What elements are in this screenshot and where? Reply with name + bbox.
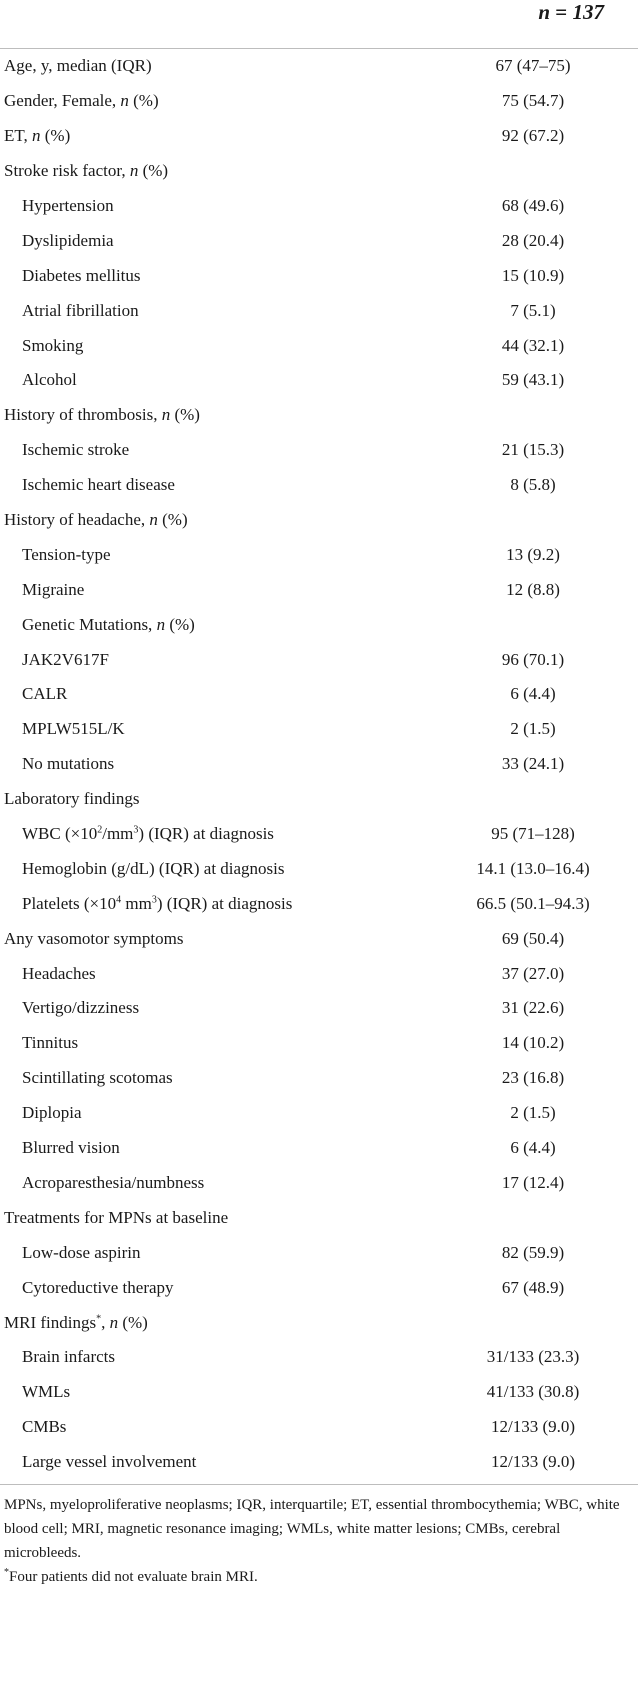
row-label: [0, 293, 364, 328]
label-part: Hypertension: [22, 196, 114, 215]
label-part: Any vasomotor symptoms: [4, 928, 184, 948]
row-label: [0, 398, 364, 433]
mri-footnote: [4, 1565, 634, 1589]
row-label: [0, 1410, 364, 1445]
label-part: n: [161, 405, 171, 425]
row-value: 2 (1.5): [510, 719, 556, 739]
row-value: 23 (16.8): [501, 1068, 565, 1088]
table-row: [0, 49, 638, 84]
label-part: ) (IQR) at diagnosis: [138, 824, 274, 844]
label-part: ,: [101, 1312, 110, 1332]
row-label: [0, 1061, 364, 1096]
label-part: n: [129, 161, 139, 181]
row-value: 31/133 (23.3): [486, 1347, 580, 1367]
label-part: Brain infarcts: [22, 1347, 115, 1367]
row-label: [0, 677, 364, 712]
label-part: n: [120, 91, 129, 111]
table-row: [0, 1410, 638, 1445]
table-row: [0, 363, 638, 398]
label-part: Platelets (×10: [22, 893, 117, 913]
label-part: No mutations: [22, 754, 115, 774]
row-value: 12/133 (9.0): [490, 1417, 576, 1437]
label-part: MRI findings: [4, 1312, 97, 1332]
row-label: [0, 258, 364, 293]
row-label: [0, 817, 364, 852]
characteristics-table: [0, 49, 638, 1480]
table-row: [0, 782, 638, 817]
label-part: n: [156, 614, 166, 634]
row-value: 82 (59.9): [501, 1242, 565, 1262]
label-part: (%): [118, 1312, 148, 1332]
label-part: Hemoglobin (g/dL) (IQR) at diagnosis: [22, 858, 285, 878]
label-part: Scintillating scotomas: [22, 1068, 173, 1088]
row-label: [0, 851, 364, 886]
row-label: [0, 468, 364, 503]
label-part: Diplopia: [22, 1103, 82, 1123]
label-part: Smoking: [22, 335, 84, 355]
table-row: [0, 537, 638, 572]
label-part: Gender, Female,: [4, 91, 121, 111]
table-row: [0, 1096, 638, 1131]
sample-size-label: [538, 0, 604, 25]
label-part: History of thrombosis,: [4, 405, 162, 425]
label-part: Blurred vision: [22, 1138, 120, 1158]
label-part: (%): [40, 126, 71, 146]
label-part: mm: [121, 893, 152, 913]
label-part: *: [96, 1312, 102, 1324]
row-label: [0, 154, 364, 189]
n-variable: n: [538, 0, 551, 24]
label-part: Migraine: [22, 579, 85, 599]
row-label: [0, 1340, 364, 1375]
table-row: [0, 712, 638, 747]
label-part: History of headache,: [4, 510, 150, 530]
row-label: [0, 189, 364, 224]
label-part: Headaches: [22, 963, 96, 983]
row-value: 67 (47–75): [495, 56, 571, 76]
row-label: [0, 782, 364, 817]
table-row: [0, 1200, 638, 1235]
row-value: 68 (49.6): [501, 196, 565, 215]
label-part: Atrial fibrillation: [22, 300, 139, 320]
row-value: 28 (20.4): [501, 230, 565, 250]
table-header: [0, 0, 638, 49]
row-value: 92 (67.2): [501, 126, 565, 146]
table-footnotes: [0, 1485, 638, 1589]
row-value: 75 (54.7): [501, 91, 565, 111]
row-value: 96 (70.1): [501, 649, 565, 669]
row-label: [0, 1166, 364, 1201]
table-row: [0, 328, 638, 363]
row-value: 8 (5.8): [510, 475, 556, 495]
table-row: [0, 817, 638, 852]
row-label: [0, 1375, 364, 1410]
row-label: [0, 921, 364, 956]
label-part: Low-dose aspirin: [22, 1242, 141, 1262]
row-value: 69 (50.4): [501, 928, 565, 948]
table-row: [0, 1375, 638, 1410]
row-label: [0, 503, 364, 538]
row-value: [364, 1305, 638, 1340]
label-part: MPLW515L/K: [22, 719, 125, 739]
label-part: Tension-type: [22, 544, 111, 564]
row-value: 59 (43.1): [501, 370, 565, 390]
label-part: Treatments for MPNs at baseline: [4, 1207, 229, 1227]
table-row: [0, 851, 638, 886]
label-part: JAK2V617F: [22, 649, 109, 669]
abbreviations-note: MPNs, myeloproliferative neoplasms; IQR, interquartile; ET, essential thrombocythemia; WBC, white blood cell; MRI, magnetic resonance imaging; WMLs, white matter lesions; CMBs, cerebral microbleeds.: [4, 1496, 620, 1561]
row-value: 12 (8.8): [506, 579, 560, 599]
table-row: [0, 607, 638, 642]
row-label: [0, 1445, 364, 1480]
table-row: [0, 1235, 638, 1270]
n-value: 137: [572, 0, 604, 24]
row-value: 6 (4.4): [510, 684, 556, 704]
table-row: [0, 258, 638, 293]
table-row: [0, 119, 638, 154]
label-part: Diabetes mellitus: [22, 265, 141, 285]
row-label: [0, 956, 364, 991]
table-row: [0, 991, 638, 1026]
label-part: (%): [157, 510, 188, 530]
row-label: [0, 607, 364, 642]
row-value: 6 (4.4): [510, 1138, 556, 1158]
row-label: [0, 642, 364, 677]
row-value: 12/133 (9.0): [490, 1452, 576, 1472]
row-label: [0, 1096, 364, 1131]
table-row: [0, 1026, 638, 1061]
row-value: 17 (12.4): [501, 1172, 565, 1192]
row-value: 2 (1.5): [510, 1103, 556, 1123]
label-part: 4: [116, 894, 122, 906]
row-value: [364, 1200, 638, 1235]
label-part: CALR: [22, 684, 68, 704]
table-row: [0, 1445, 638, 1480]
row-value: [364, 398, 638, 433]
table-row: [0, 503, 638, 538]
table-row: [0, 468, 638, 503]
row-value: 15 (10.9): [501, 265, 565, 285]
table-row: [0, 1166, 638, 1201]
label-part: Ischemic heart disease: [22, 475, 175, 495]
row-value: 67 (48.9): [501, 1277, 565, 1297]
row-label: [0, 1235, 364, 1270]
row-value: 7 (5.1): [510, 300, 556, 320]
row-value: 41/133 (30.8): [486, 1382, 580, 1402]
row-value: 66.5 (50.1–94.3): [476, 893, 590, 913]
table-row: [0, 1270, 638, 1305]
label-part: 3: [133, 824, 139, 836]
row-label: [0, 1305, 364, 1340]
row-label: [0, 712, 364, 747]
table-row: [0, 293, 638, 328]
row-value: 44 (32.1): [501, 335, 565, 355]
footnote-mark: *: [4, 1566, 9, 1578]
row-label: [0, 49, 364, 84]
table-row: [0, 677, 638, 712]
row-label: [0, 433, 364, 468]
label-part: n: [109, 1312, 119, 1332]
label-part: (%): [165, 614, 195, 634]
table-row: [0, 398, 638, 433]
label-part: Large vessel involvement: [22, 1452, 197, 1472]
label-part: (%): [138, 161, 169, 181]
table-row: [0, 84, 638, 119]
row-label: [0, 886, 364, 921]
label-part: Alcohol: [22, 370, 77, 390]
label-part: n: [32, 126, 41, 146]
table-row: [0, 921, 638, 956]
row-value: 13 (9.2): [506, 544, 560, 564]
row-label: [0, 363, 364, 398]
label-part: Genetic Mutations,: [22, 614, 157, 634]
row-value: 37 (27.0): [501, 963, 565, 983]
label-part: WMLs: [22, 1382, 71, 1402]
label-part: (%): [128, 91, 159, 111]
table-row: [0, 886, 638, 921]
row-label: [0, 747, 364, 782]
row-value: 31 (22.6): [501, 998, 565, 1018]
label-part: Vertigo/dizziness: [22, 998, 140, 1018]
row-value: [364, 503, 638, 538]
label-part: Age, y, median (IQR): [4, 56, 152, 76]
label-part: Cytoreductive therapy: [22, 1277, 174, 1297]
label-part: Dyslipidemia: [22, 230, 114, 250]
row-value: 14 (10.2): [501, 1033, 565, 1053]
table-row: [0, 642, 638, 677]
row-label: [0, 1026, 364, 1061]
label-part: 3: [151, 894, 157, 906]
label-part: n: [149, 510, 158, 530]
row-label: [0, 572, 364, 607]
table-row: [0, 1131, 638, 1166]
label-part: Acroparesthesia/numbness: [22, 1172, 205, 1192]
row-label: [0, 119, 364, 154]
label-part: /mm: [102, 824, 134, 844]
table-row: [0, 433, 638, 468]
label-part: ) (IQR) at diagnosis: [156, 893, 293, 913]
table-row: [0, 956, 638, 991]
row-label: [0, 223, 364, 258]
label-part: 2: [97, 824, 103, 836]
row-value: 95 (71–128): [491, 824, 575, 844]
row-label: [0, 328, 364, 363]
row-value: 14.1 (13.0–16.4): [476, 858, 590, 878]
row-label: [0, 1131, 364, 1166]
table-row: [0, 223, 638, 258]
row-label: [0, 991, 364, 1026]
row-value: [364, 154, 638, 189]
label-part: Laboratory findings: [4, 789, 140, 809]
row-label: [0, 537, 364, 572]
row-label: [0, 1200, 364, 1235]
table-row: [0, 572, 638, 607]
table-row: [0, 1061, 638, 1096]
label-part: Tinnitus: [22, 1033, 79, 1053]
table-row: [0, 1340, 638, 1375]
row-value: 21 (15.3): [501, 440, 565, 460]
table-row: [0, 189, 638, 224]
row-value: [364, 607, 638, 642]
row-label: [0, 84, 364, 119]
row-value: 33 (24.1): [501, 754, 565, 774]
table-row: [0, 154, 638, 189]
row-value: [364, 782, 638, 817]
table-row: [0, 1305, 638, 1340]
row-label: [0, 1270, 364, 1305]
table-row: [0, 747, 638, 782]
n-equals: =: [550, 0, 573, 24]
label-part: Ischemic stroke: [22, 440, 130, 460]
label-part: Stroke risk factor,: [4, 161, 130, 181]
footnote-text: Four patients did not evaluate brain MRI.: [9, 1568, 258, 1585]
label-part: WBC (×10: [22, 824, 98, 844]
label-part: CMBs: [22, 1417, 67, 1437]
label-part: ET,: [4, 126, 33, 146]
label-part: (%): [170, 405, 200, 425]
